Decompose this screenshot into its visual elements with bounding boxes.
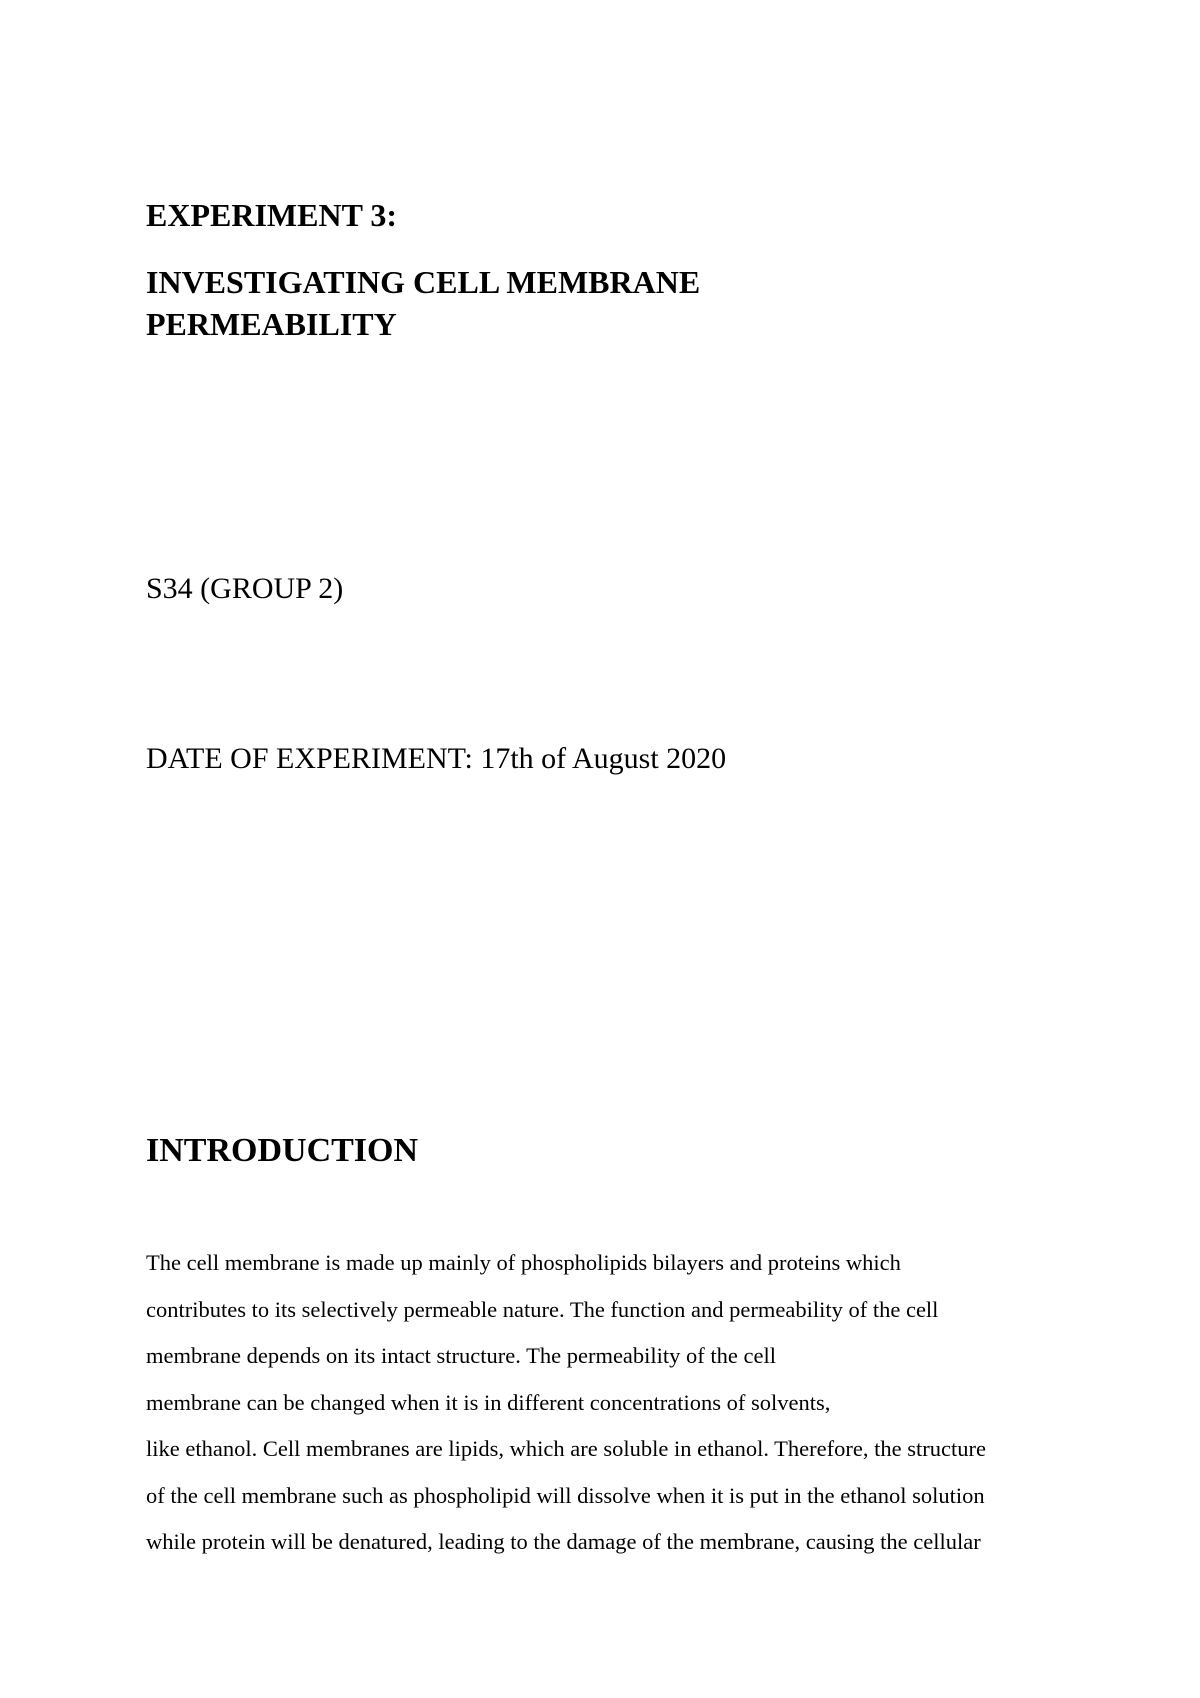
intro-line: like ethanol. Cell membranes are lipids, which are soluble in ethanol. Therefore, the structure xyxy=(146,1436,986,1461)
intro-line: membrane can be changed when it is in different concentrations of solvents, xyxy=(146,1389,831,1415)
intro-line: membrane depends on its intact structure. The permeability of the cell xyxy=(146,1343,776,1368)
group-label: S34 (GROUP 2) xyxy=(146,572,344,605)
intro-line: The cell membrane is made up mainly of phospholipids bilayers and proteins which xyxy=(146,1250,901,1275)
introduction-heading: INTRODUCTION xyxy=(146,1132,419,1169)
experiment-title-heading xyxy=(146,263,700,343)
experiment-title-line-2: PERMEABILITY xyxy=(146,306,397,342)
intro-line: contributes to its selectively permeable nature. The function and permeability of the cell xyxy=(146,1296,939,1322)
experiment-date: DATE OF EXPERIMENT: 17th of August 2020 xyxy=(146,742,727,775)
introduction-paragraph xyxy=(146,1240,1066,1566)
intro-line: while protein will be denatured, leading to the damage of the membrane, causing the cellular xyxy=(146,1529,981,1554)
experiment-title-line-1: INVESTIGATING CELL MEMBRANE xyxy=(146,264,701,300)
intro-line: of the cell membrane such as phospholipid will dissolve when it is put in the ethanol solution xyxy=(146,1482,985,1508)
experiment-number-heading: EXPERIMENT 3: xyxy=(146,197,397,233)
